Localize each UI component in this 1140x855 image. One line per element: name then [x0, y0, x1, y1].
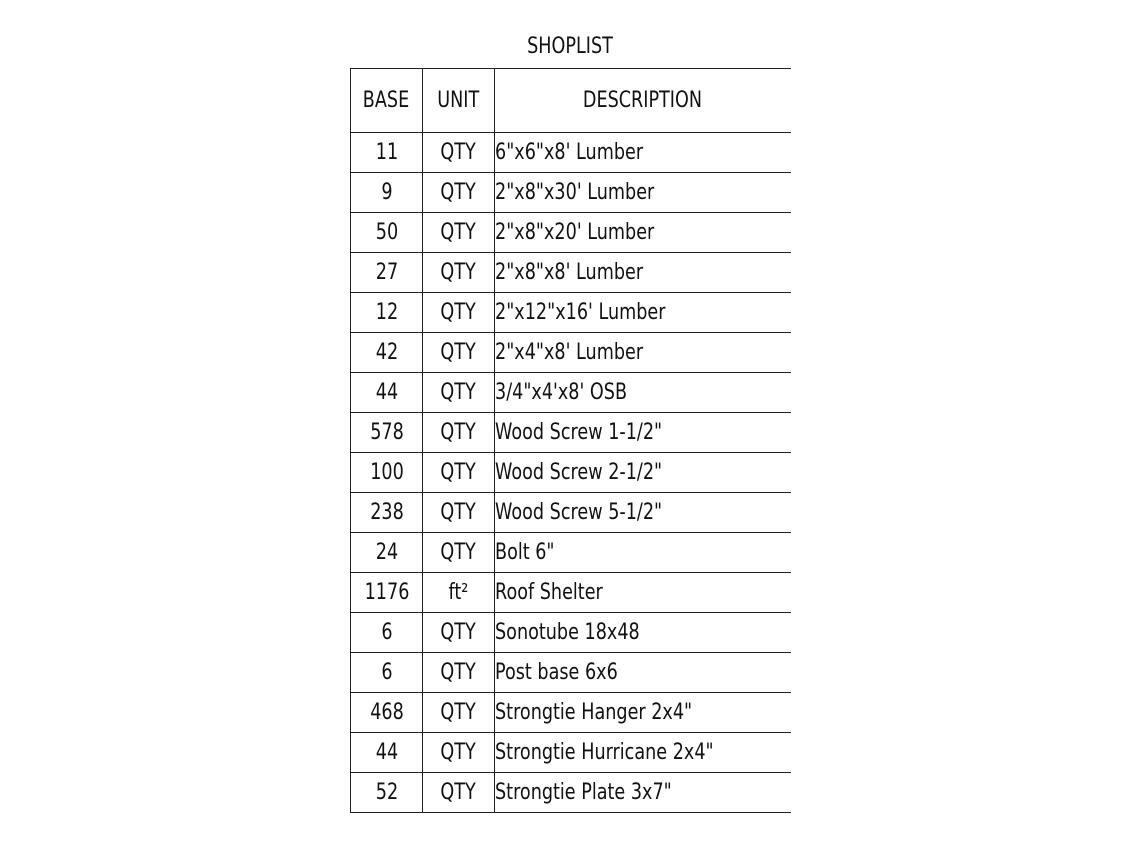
- base-value: 12: [375, 300, 398, 325]
- description-value: Strongtie Plate 3x7": [495, 780, 672, 805]
- description-value: Strongtie Hurricane 2x4": [495, 740, 714, 765]
- unit-cell: [423, 293, 495, 333]
- description-value: Roof Shelter: [495, 580, 603, 605]
- base-cell: [351, 413, 423, 453]
- shoplist-table: [350, 68, 791, 813]
- base-value: 6: [380, 620, 393, 645]
- description-cell: [495, 373, 791, 413]
- unit-value: QTY: [440, 740, 477, 765]
- description-value: Bolt 6": [495, 540, 555, 565]
- unit-value: ft²: [448, 580, 469, 605]
- header-base: [351, 69, 423, 133]
- unit-cell: [423, 613, 495, 653]
- base-value: 9: [380, 180, 393, 205]
- description-cell: [495, 413, 791, 453]
- header-base-label: BASE: [363, 88, 410, 113]
- unit-cell: [423, 533, 495, 573]
- unit-cell: [423, 253, 495, 293]
- unit-value: QTY: [440, 380, 477, 405]
- description-value: 6"x6"x8' Lumber: [495, 140, 644, 165]
- unit-cell: [423, 373, 495, 413]
- description-value: Sonotube 18x48: [495, 620, 640, 645]
- table-row: [351, 773, 791, 813]
- description-cell: [495, 693, 791, 733]
- table-row: [351, 133, 791, 173]
- table-row: [351, 293, 791, 333]
- unit-cell: [423, 653, 495, 693]
- unit-cell: [423, 453, 495, 493]
- unit-value: QTY: [440, 420, 477, 445]
- base-cell: [351, 493, 423, 533]
- unit-cell: [423, 333, 495, 373]
- description-value: 2"x12"x16' Lumber: [495, 300, 666, 325]
- description-value: Strongtie Hanger 2x4": [495, 700, 693, 725]
- unit-value: QTY: [440, 540, 477, 565]
- unit-value: QTY: [440, 140, 477, 165]
- unit-value: QTY: [440, 660, 477, 685]
- base-cell: [351, 173, 423, 213]
- table-row: [351, 613, 791, 653]
- description-cell: [495, 333, 791, 373]
- unit-cell: [423, 733, 495, 773]
- base-cell: [351, 533, 423, 573]
- description-cell: [495, 733, 791, 773]
- base-value: 50: [375, 220, 398, 245]
- description-cell: [495, 453, 791, 493]
- table-row: [351, 493, 791, 533]
- base-cell: [351, 373, 423, 413]
- base-cell: [351, 293, 423, 333]
- description-cell: [495, 653, 791, 693]
- unit-value: QTY: [440, 700, 477, 725]
- description-cell: [495, 213, 791, 253]
- unit-value: QTY: [440, 220, 477, 245]
- unit-cell: [423, 413, 495, 453]
- description-value: Wood Screw 5-1/2": [495, 500, 663, 525]
- unit-value: QTY: [440, 460, 477, 485]
- table-row: [351, 453, 791, 493]
- base-value: 11: [375, 140, 398, 165]
- unit-cell: [423, 213, 495, 253]
- base-value: 44: [375, 380, 398, 405]
- description-value: Wood Screw 1-1/2": [495, 420, 663, 445]
- base-cell: [351, 453, 423, 493]
- table-header: [351, 69, 791, 133]
- base-value: 52: [375, 780, 398, 805]
- unit-cell: [423, 773, 495, 813]
- base-value: 100: [369, 460, 404, 485]
- unit-value: QTY: [440, 500, 477, 525]
- base-value: 27: [375, 260, 398, 285]
- page-title: SHOPLIST: [527, 34, 613, 59]
- description-cell: [495, 173, 791, 213]
- header-description: [495, 69, 791, 133]
- unit-value: QTY: [440, 780, 477, 805]
- description-value: 2"x4"x8' Lumber: [495, 340, 644, 365]
- description-value: 3/4"x4'x8' OSB: [495, 380, 628, 405]
- table-row: [351, 213, 791, 253]
- description-cell: [495, 573, 791, 613]
- description-cell: [495, 293, 791, 333]
- description-cell: [495, 133, 791, 173]
- header-unit: [423, 69, 495, 133]
- unit-cell: [423, 493, 495, 533]
- unit-cell: [423, 133, 495, 173]
- base-value: 24: [375, 540, 398, 565]
- description-cell: [495, 253, 791, 293]
- description-value: 2"x8"x20' Lumber: [495, 220, 655, 245]
- description-cell: [495, 493, 791, 533]
- table-row: [351, 693, 791, 733]
- base-cell: [351, 773, 423, 813]
- base-cell: [351, 213, 423, 253]
- base-cell: [351, 333, 423, 373]
- description-value: Wood Screw 2-1/2": [495, 460, 663, 485]
- base-value: 42: [375, 340, 398, 365]
- unit-value: QTY: [440, 180, 477, 205]
- table-row: [351, 253, 791, 293]
- base-value: 6: [380, 660, 393, 685]
- base-value: 578: [369, 420, 404, 445]
- base-cell: [351, 733, 423, 773]
- base-cell: [351, 253, 423, 293]
- unit-value: QTY: [440, 340, 477, 365]
- table-row: [351, 333, 791, 373]
- base-value: 238: [369, 500, 404, 525]
- base-cell: [351, 613, 423, 653]
- table-row: [351, 533, 791, 573]
- unit-value: QTY: [440, 300, 477, 325]
- unit-cell: [423, 573, 495, 613]
- base-value: 468: [369, 700, 404, 725]
- base-cell: [351, 693, 423, 733]
- description-cell: [495, 613, 791, 653]
- description-value: 2"x8"x30' Lumber: [495, 180, 655, 205]
- table-row: [351, 173, 791, 213]
- base-value: 44: [375, 740, 398, 765]
- unit-cell: [423, 173, 495, 213]
- base-cell: [351, 133, 423, 173]
- table-row: [351, 653, 791, 693]
- table-body: [351, 133, 791, 813]
- description-value: 2"x8"x8' Lumber: [495, 260, 644, 285]
- header-unit-label: UNIT: [437, 88, 480, 113]
- header-row: [351, 69, 791, 133]
- description-cell: [495, 533, 791, 573]
- unit-value: QTY: [440, 620, 477, 645]
- table-row: [351, 573, 791, 613]
- table-row: [351, 373, 791, 413]
- description-cell: [495, 773, 791, 813]
- description-value: Post base 6x6: [495, 660, 618, 685]
- unit-cell: [423, 693, 495, 733]
- unit-value: QTY: [440, 260, 477, 285]
- base-cell: [351, 653, 423, 693]
- base-cell: [351, 573, 423, 613]
- table-row: [351, 733, 791, 773]
- base-value: 1176: [364, 580, 409, 605]
- header-description-label: DESCRIPTION: [583, 88, 703, 113]
- table-row: [351, 413, 791, 453]
